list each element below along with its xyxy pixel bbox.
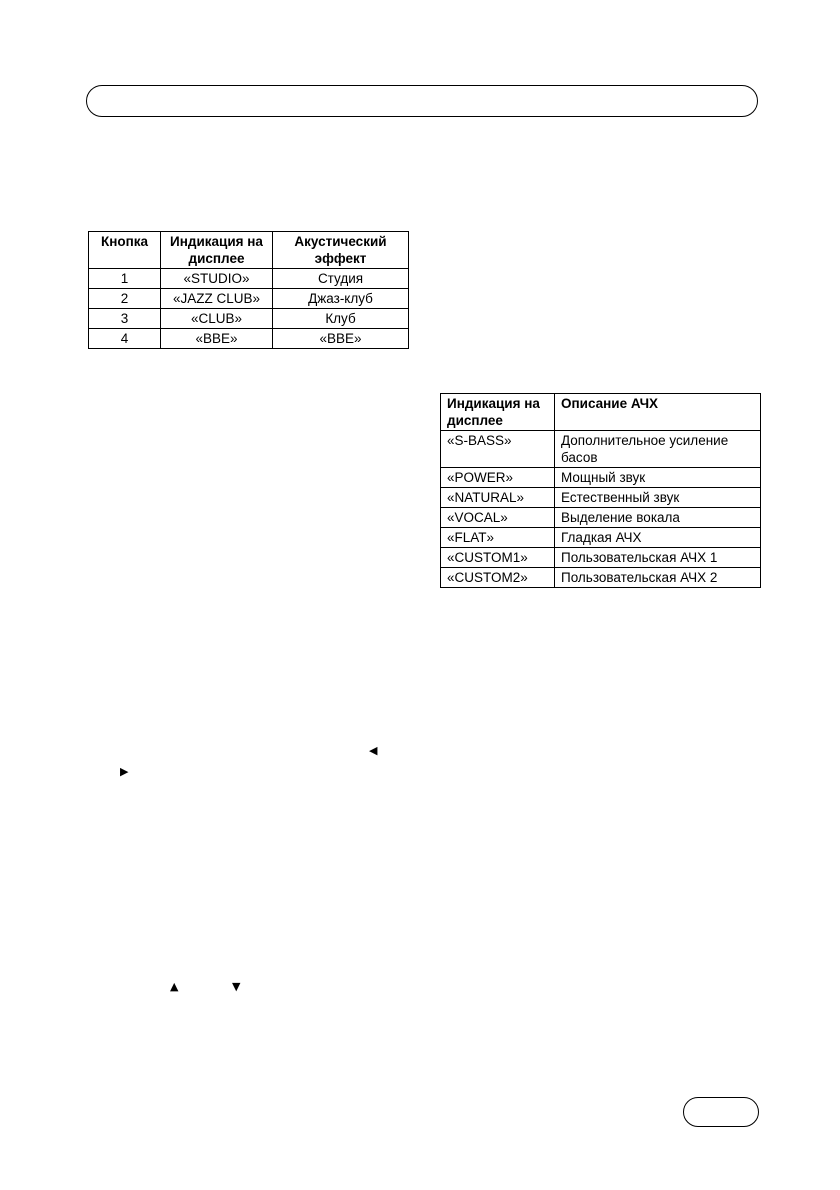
table-row	[89, 329, 409, 349]
cell-display: «S-BASS»	[441, 431, 555, 468]
cell-display: «CUSTOM2»	[441, 568, 555, 588]
cell-display: «BBE»	[161, 329, 273, 349]
cell-display: «STUDIO»	[161, 269, 273, 289]
cell-description: Дополнительное усиление басов	[555, 431, 761, 468]
cell-description: Пользовательская АЧХ 2	[555, 568, 761, 588]
arrow-up-icon: ▲	[170, 980, 179, 993]
cell-button: 2	[89, 289, 161, 309]
table-row	[441, 431, 761, 468]
cell-description: Выделение вокала	[555, 508, 761, 528]
cell-display: «NATURAL»	[441, 488, 555, 508]
table-row	[441, 548, 761, 568]
cell-effect: Студия	[273, 269, 409, 289]
cell-effect: «BBE»	[273, 329, 409, 349]
column-header-effect: Акустический эффект	[273, 232, 409, 269]
column-header-description: Описание АЧХ	[555, 394, 761, 431]
cell-display: «CLUB»	[161, 309, 273, 329]
cell-button: 3	[89, 309, 161, 329]
sound-effects-table	[88, 231, 409, 349]
cell-description: Пользовательская АЧХ 1	[555, 548, 761, 568]
cell-display: «JAZZ CLUB»	[161, 289, 273, 309]
header-bar	[86, 85, 758, 117]
table-header-row	[441, 394, 761, 431]
arrow-down-icon: ▼	[232, 980, 241, 993]
column-header-display: Индикация на дисплее	[441, 394, 555, 431]
cell-button: 1	[89, 269, 161, 289]
table-header-row	[89, 232, 409, 269]
cell-button: 4	[89, 329, 161, 349]
table-row	[441, 508, 761, 528]
cell-effect: Клуб	[273, 309, 409, 329]
cell-display: «VOCAL»	[441, 508, 555, 528]
table-row	[89, 289, 409, 309]
table-row	[441, 468, 761, 488]
table-row	[441, 488, 761, 508]
table-row	[89, 309, 409, 329]
arrow-right-icon: ▶	[120, 765, 129, 778]
cell-display: «POWER»	[441, 468, 555, 488]
table-row	[89, 269, 409, 289]
cell-description: Естественный звук	[555, 488, 761, 508]
cell-description: Гладкая АЧХ	[555, 528, 761, 548]
equalizer-table	[440, 393, 761, 588]
cell-display: «FLAT»	[441, 528, 555, 548]
table-row	[441, 528, 761, 548]
cell-description: Мощный звук	[555, 468, 761, 488]
column-header-button: Кнопка	[89, 232, 161, 269]
cell-effect: Джаз-клуб	[273, 289, 409, 309]
arrow-left-icon: ◀	[369, 744, 378, 757]
page-number-badge	[683, 1097, 759, 1127]
cell-display: «CUSTOM1»	[441, 548, 555, 568]
column-header-display: Индикация на дисплее	[161, 232, 273, 269]
table-row	[441, 568, 761, 588]
